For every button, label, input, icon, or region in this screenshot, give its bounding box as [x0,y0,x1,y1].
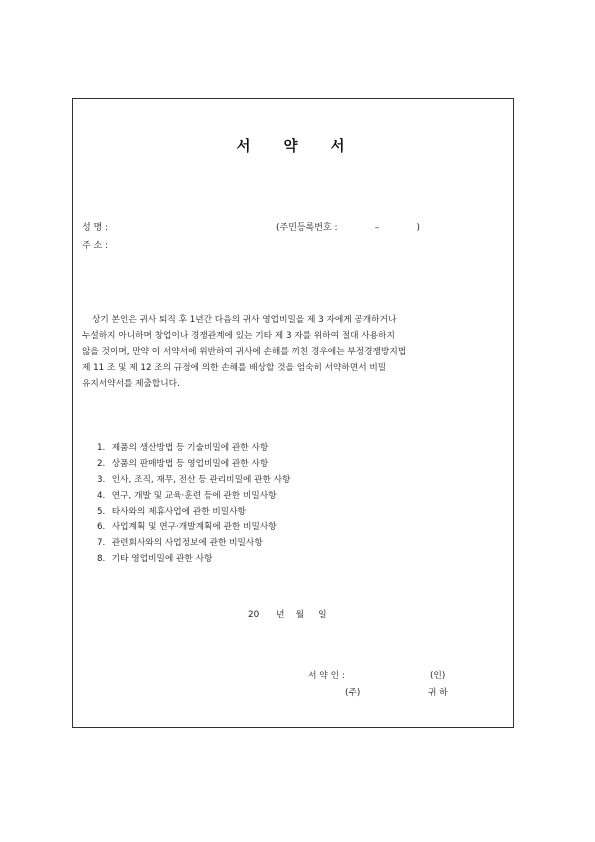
item-number: 2. [97,458,106,469]
paragraph-line: 유지서약서를 제출합니다. [82,379,180,389]
list-item [97,536,290,552]
item-number: 8. [97,554,106,565]
signer-label: 서 약 인 : [308,671,345,681]
item-text: 기타 영업비밀에 관한 사항 [111,554,213,565]
resident-id-label: (주민등록번호 : – ) [276,223,420,233]
pledge-paragraph [82,312,476,392]
item-text: 인사, 조직, 재무, 전산 등 관리비밀에 관한 사항 [111,474,291,485]
item-number: 1. [97,443,106,453]
company-label: (주) [345,688,361,698]
secret-items-list [97,441,290,568]
paragraph-line: 않을 것이며, 만약 이 서약서에 위반하여 귀사에 손해를 끼친 경우에는 부정경쟁방지법 [82,347,407,357]
date-line: 20 년 월 일 [248,610,327,620]
item-number: 6. [97,522,106,533]
seal-mark: (인) [430,671,446,681]
item-text: 타사와의 제휴사업에 관한 비밀사항 [111,506,246,517]
item-text: 제품의 생산방법 등 기술비밀에 관한 사항 [111,443,269,453]
honorific-label: 귀 하 [428,688,448,698]
document-border [72,98,514,728]
item-number: 3. [97,474,106,485]
item-number: 5. [97,506,106,517]
paragraph-line: 제 11 조 및 제 12 조의 규정에 의한 손해를 배상할 것을 엄숙히 서약하면서 비밀 [82,363,387,373]
item-number: 7. [97,538,106,549]
paragraph-line: 상기 본인은 귀사 퇴직 후 1년간 다음의 귀사 영업비밀을 제 3 자에게 공개하거나 [92,315,397,325]
name-label: 성 명 : [82,223,109,233]
item-text: 연구, 개발 및 교육·훈련 등에 관한 비밀사항 [111,490,277,501]
item-text: 사업계획 및 연구·개발계획에 관한 비밀사항 [111,522,277,533]
list-item [97,505,290,521]
paragraph-line: 누설하지 아니하며 창업이나 경쟁관계에 있는 기타 제 3 자를 위하여 절대 사용하지 [82,331,395,341]
item-text: 상품의 판매방법 등 영업비밀에 관한 사항 [111,458,269,469]
item-text: 관련회사와의 사업정보에 관한 비밀사항 [111,538,263,549]
list-item [97,552,290,568]
document-title: 서 약 서 [236,139,359,155]
list-item [97,457,290,473]
list-item [97,441,290,457]
list-item [97,473,290,489]
item-number: 4. [97,490,106,501]
list-item [97,489,290,505]
address-label: 주 소 : [82,241,109,251]
list-item [97,520,290,536]
